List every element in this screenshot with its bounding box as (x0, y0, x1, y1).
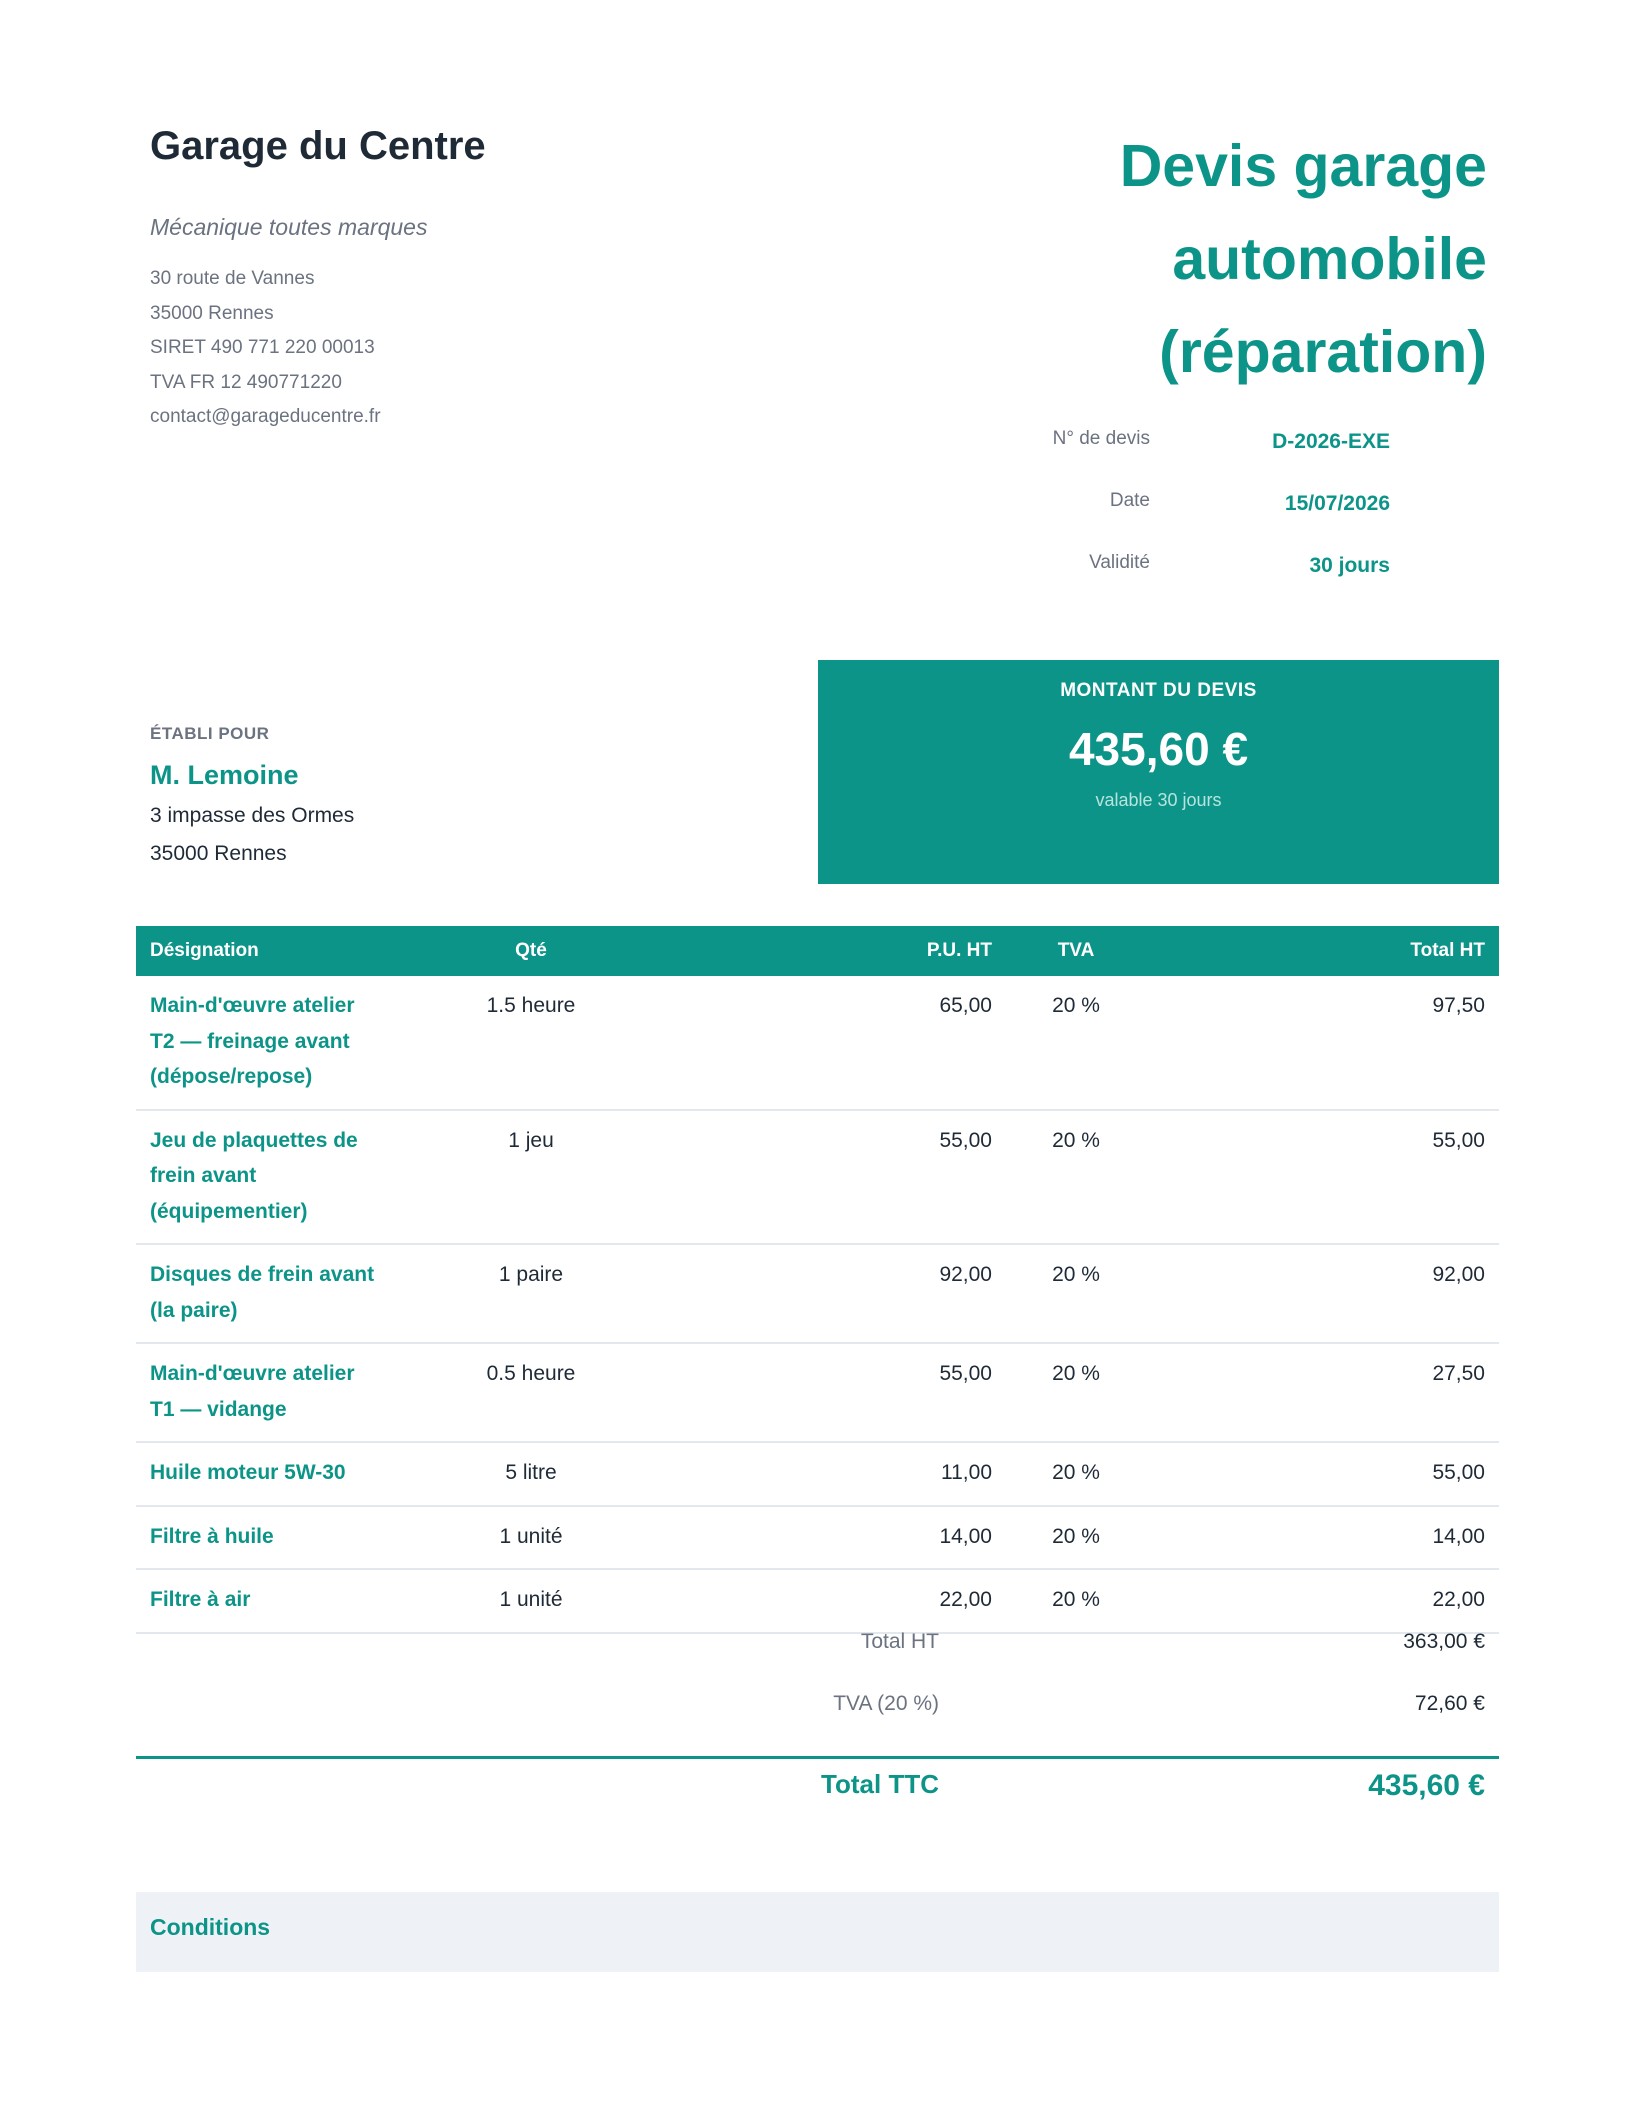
table-row (136, 1343, 1499, 1442)
cell-designation (136, 976, 436, 1110)
table-row (136, 1244, 1499, 1343)
document-title-line: (réparation) (1159, 319, 1487, 385)
company-siret: SIRET 490 771 220 00013 (150, 337, 375, 358)
cell-vat: 20 % (1006, 1569, 1146, 1633)
document-title-line: automobile (1172, 226, 1487, 292)
company-street: 30 route de Vannes (150, 268, 315, 289)
meta-value: 30 jours (1309, 554, 1390, 577)
company-tagline: Mécanique toutes marques (150, 214, 428, 240)
vat-label: TVA (20 %) (833, 1692, 939, 1715)
designation-line: Jeu de plaquettes de (150, 1128, 358, 1152)
cell-vat: 20 % (1006, 976, 1146, 1110)
cell-qty: 1.5 heure (436, 976, 626, 1110)
amount-validity: valable 30 jours (1095, 790, 1222, 810)
total-ttc-row (136, 1756, 1499, 1826)
total-ttc-label: Total TTC (821, 1769, 939, 1799)
meta-label: N° de devis (1052, 428, 1150, 449)
cell-unit-price: 65,00 (626, 976, 1006, 1110)
document-meta (940, 424, 1390, 610)
document-title (967, 120, 1487, 399)
cell-unit-price: 55,00 (626, 1110, 1006, 1245)
cell-vat: 20 % (1006, 1110, 1146, 1245)
cell-qty: 1 unité (436, 1506, 626, 1570)
cell-total: 14,00 (1146, 1506, 1499, 1570)
designation-line: Filtre à huile (150, 1524, 274, 1548)
cell-designation (136, 1110, 436, 1245)
cell-designation (136, 1506, 436, 1570)
total-ttc-value: 435,60 € (1368, 1769, 1485, 1802)
table-row (136, 1442, 1499, 1506)
cell-unit-price: 14,00 (626, 1506, 1006, 1570)
company-vat: TVA FR 12 490771220 (150, 371, 342, 393)
meta-row-validity (940, 548, 1390, 610)
meta-label: Date (1109, 490, 1150, 511)
header-qty: Qté (436, 926, 626, 976)
totals-block (136, 1630, 1499, 1826)
meta-label: Validité (1089, 552, 1150, 573)
cell-vat: 20 % (1006, 1506, 1146, 1570)
cell-qty: 1 unité (436, 1569, 626, 1633)
cell-vat: 20 % (1006, 1343, 1146, 1442)
vat-row (136, 1692, 1499, 1754)
table-row (136, 976, 1499, 1110)
cell-total: 55,00 (1146, 1442, 1499, 1506)
cell-total: 97,50 (1146, 976, 1499, 1110)
client-name: M. Lemoine (150, 760, 299, 790)
cell-vat: 20 % (1006, 1244, 1146, 1343)
cell-designation (136, 1569, 436, 1633)
total-ht-value: 363,00 € (1403, 1630, 1485, 1653)
amount-label: MONTANT DU DEVIS (1060, 680, 1257, 701)
cell-unit-price: 22,00 (626, 1569, 1006, 1633)
conditions-title: Conditions (150, 1914, 271, 1940)
cell-vat: 20 % (1006, 1442, 1146, 1506)
client-label: ÉTABLI POUR (150, 724, 270, 743)
conditions-panel (136, 1892, 1499, 1972)
company-name: Garage du Centre (150, 124, 486, 168)
table-row (136, 1569, 1499, 1633)
designation-line: T2 — freinage avant (150, 1029, 350, 1053)
cell-total: 92,00 (1146, 1244, 1499, 1343)
cell-qty: 1 jeu (436, 1110, 626, 1245)
document-title-line: Devis garage (1119, 133, 1487, 199)
items-table (136, 926, 1499, 1634)
meta-row-date (940, 486, 1390, 548)
company-address (150, 262, 381, 435)
designation-line: (la paire) (150, 1298, 238, 1322)
header-total: Total HT (1146, 926, 1499, 976)
company-city: 35000 Rennes (150, 302, 274, 324)
table-row (136, 1110, 1499, 1245)
cell-unit-price: 92,00 (626, 1244, 1006, 1343)
designation-line: Filtre à air (150, 1588, 251, 1611)
designation-line: T1 — vidange (150, 1397, 287, 1421)
table-header-row (136, 926, 1499, 976)
meta-row-number (940, 424, 1390, 486)
table-row (136, 1506, 1499, 1570)
cell-qty: 1 paire (436, 1244, 626, 1343)
cell-designation (136, 1343, 436, 1442)
total-ht-row (136, 1630, 1499, 1692)
designation-line: frein avant (150, 1164, 257, 1187)
cell-total: 55,00 (1146, 1110, 1499, 1245)
cell-unit-price: 55,00 (626, 1343, 1006, 1442)
cell-qty: 0.5 heure (436, 1343, 626, 1442)
designation-line: (équipementier) (150, 1199, 308, 1223)
meta-value: D-2026-EXE (1272, 430, 1390, 453)
client-address-line: 3 impasse des Ormes (150, 804, 355, 827)
cell-designation (136, 1442, 436, 1506)
designation-line: Huile moteur 5W-30 (150, 1461, 346, 1484)
client-block (150, 724, 354, 873)
amount-value: 435,60 € (1068, 723, 1249, 775)
cell-designation (136, 1244, 436, 1343)
cell-qty: 5 litre (436, 1442, 626, 1506)
cell-total: 22,00 (1146, 1569, 1499, 1633)
header-designation: Désignation (136, 926, 436, 976)
amount-box (818, 660, 1499, 884)
cell-total: 27,50 (1146, 1343, 1499, 1442)
designation-line: Main-d'œuvre atelier (150, 1362, 355, 1385)
total-ht-label: Total HT (860, 1630, 939, 1653)
designation-line: (dépose/repose) (150, 1065, 313, 1088)
cell-unit-price: 11,00 (626, 1442, 1006, 1506)
company-email: contact@garageducentre.fr (150, 406, 381, 427)
client-address-line: 35000 Rennes (150, 842, 287, 865)
meta-value: 15/07/2026 (1284, 492, 1390, 515)
header-vat: TVA (1006, 926, 1146, 976)
header-unit-price: P.U. HT (626, 926, 1006, 976)
designation-line: Disques de frein avant (150, 1263, 375, 1286)
vat-value: 72,60 € (1414, 1692, 1485, 1715)
designation-line: Main-d'œuvre atelier (150, 994, 355, 1017)
